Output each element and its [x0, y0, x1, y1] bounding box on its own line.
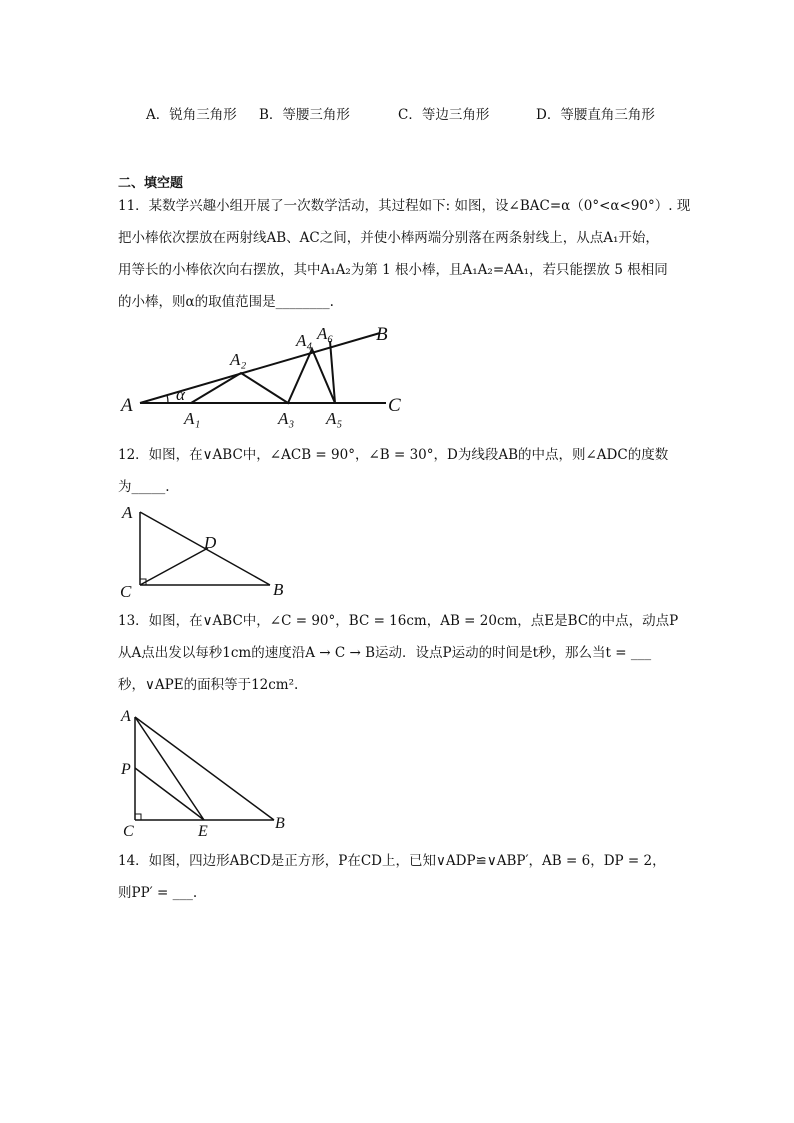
- q13-line-1: 13．如图，在∨ABC中，∠C = 90°，BC = 16cm，AB = 20cm，点E是BC的中点，动点P: [118, 613, 679, 629]
- label-A6: A₆: [317, 324, 334, 343]
- q13-figure: [118, 702, 298, 842]
- label-A: A: [121, 395, 133, 416]
- label-B: B: [275, 815, 285, 832]
- label-B: B: [273, 580, 284, 599]
- sticks: [191, 341, 335, 403]
- section-title: 二、填空题: [118, 176, 184, 191]
- label-C: C: [120, 582, 132, 601]
- label-A: A: [122, 503, 133, 522]
- label-C: C: [123, 823, 134, 840]
- q12-figure: [118, 500, 298, 604]
- option-c: C．等边三角形: [398, 107, 490, 123]
- q14-line-1: 14．如图，四边形ABCD是正方形，P在CD上，已知∨ADP≌∨ABP′，AB = 6，DP = 2，: [118, 853, 666, 869]
- label-A: A: [121, 708, 131, 725]
- q11-line-4: 的小棒，则α的取值范围是________.: [118, 294, 334, 310]
- label-A4: A₄: [296, 331, 313, 350]
- label-A5: A₅: [326, 409, 343, 428]
- label-C: C: [388, 395, 401, 416]
- label-D: D: [204, 533, 217, 552]
- label-P: P: [121, 761, 131, 778]
- option-d: D．等腰直角三角形: [536, 107, 655, 123]
- q12-line-1: 12．如图，在∨ABC中，∠ACB = 90°，∠B = 30°，D为线段AB的中点，则∠ADC的度数: [118, 447, 669, 463]
- option-a: A．锐角三角形: [146, 107, 237, 123]
- option-b: B．等腰三角形: [259, 107, 350, 123]
- label-A3: A₃: [278, 409, 295, 428]
- q13-line-3: 秒，∨APE的面积等于12cm².: [118, 677, 299, 693]
- angle-arc: [167, 395, 168, 403]
- label-E: E: [198, 823, 208, 840]
- q12-line-2: 为_____.: [118, 479, 170, 495]
- q11-line-2: 把小棒依次摆放在两射线AB、AC之间，并使小棒两端分别落在两条射线上，从点A₁开始，: [118, 230, 659, 246]
- label-A1: A₁: [184, 409, 201, 428]
- q11-figure: [118, 322, 418, 432]
- q14-line-2: 则PP′ = ___.: [118, 885, 198, 901]
- q13-line-2: 从A点出发以每秒1cm的速度沿A → C → B运动．设点P运动的时间是t秒，那么当t = ___: [118, 645, 652, 661]
- label-B: B: [376, 324, 388, 345]
- choice-options: [0, 103, 794, 123]
- label-alpha: α: [176, 385, 185, 404]
- q11-line-1: 11．某数学兴趣小组开展了一次数学活动，其过程如下: 如图，设∠BAC=α（0°<α<90°）. 现: [118, 198, 691, 214]
- label-A2: A₂: [230, 350, 247, 369]
- q11-line-3: 用等长的小棒依次向右摆放，其中A₁A₂为第 1 根小棒，且A₁A₂=AA₁，若只能摆放 5 根相同: [118, 262, 668, 278]
